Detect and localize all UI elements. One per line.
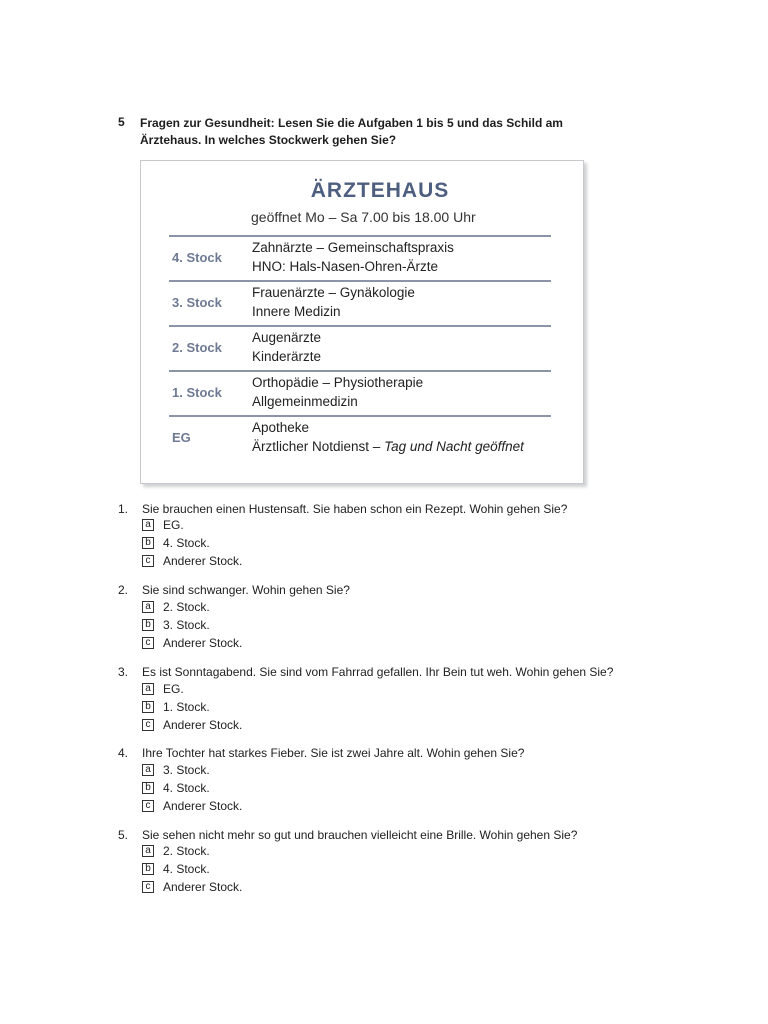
floor-label: 1. Stock <box>172 385 222 400</box>
floor-divider <box>169 415 551 417</box>
option-text: Anderer Stock. <box>163 799 243 813</box>
option-text: Anderer Stock. <box>163 554 243 568</box>
option-checkbox[interactable]: b <box>142 619 154 631</box>
floor-row-eg <box>169 415 551 459</box>
option-checkbox[interactable]: a <box>142 683 154 695</box>
option-b[interactable] <box>142 700 210 714</box>
option-text: 3. Stock. <box>163 618 210 632</box>
floor-label: 2. Stock <box>172 340 222 355</box>
question-text: Sie sind schwanger. Wohin gehen Sie? <box>142 583 350 597</box>
floor-department: Apotheke <box>252 420 310 435</box>
option-text: 2. Stock. <box>163 600 210 614</box>
floor-department: Ärztlicher Notdienst – Tag und Nacht geöffnet <box>252 439 524 454</box>
question-text: Sie brauchen einen Hustensaft. Sie haben schon ein Rezept. Wohin gehen Sie? <box>142 502 568 516</box>
option-c[interactable] <box>142 718 242 732</box>
option-text: 4. Stock. <box>163 536 210 550</box>
option-a[interactable] <box>142 763 210 777</box>
floor-row-1 <box>169 370 551 414</box>
floor-divider <box>169 235 551 237</box>
option-checkbox[interactable]: b <box>142 701 154 713</box>
floor-department: HNO: Hals-Nasen-Ohren-Ärzte <box>252 259 439 274</box>
option-b[interactable] <box>142 781 210 795</box>
option-b[interactable] <box>142 618 210 632</box>
option-a[interactable] <box>142 600 210 614</box>
option-text: 3. Stock. <box>163 763 210 777</box>
option-checkbox[interactable]: a <box>142 519 154 531</box>
option-text: EG. <box>163 682 184 696</box>
floor-department: Kinderärzte <box>252 349 322 364</box>
task-number: 5 <box>118 115 125 129</box>
option-text: 2. Stock. <box>163 844 210 858</box>
floor-row-2 <box>169 325 551 369</box>
option-b[interactable] <box>142 862 210 876</box>
question-text: Es ist Sonntagabend. Sie sind vom Fahrrad gefallen. Ihr Bein tut weh. Wohin gehen Sie? <box>142 665 614 679</box>
option-c[interactable] <box>142 554 242 568</box>
option-checkbox[interactable]: a <box>142 601 154 613</box>
question-number: 3. <box>118 665 129 679</box>
floor-divider <box>169 280 551 282</box>
question-text: Sie sehen nicht mehr so gut und brauchen vielleicht eine Brille. Wohin gehen Sie? <box>142 828 578 842</box>
option-a[interactable] <box>142 518 184 532</box>
question-number: 5. <box>118 828 129 842</box>
option-checkbox[interactable]: c <box>142 881 154 893</box>
option-b[interactable] <box>142 536 210 550</box>
sign-title: ÄRZTEHAUS <box>310 179 450 202</box>
floor-row-3 <box>169 280 551 324</box>
question-number: 2. <box>118 583 129 597</box>
floor-department: Augenärzte <box>252 330 322 345</box>
option-checkbox[interactable]: c <box>142 719 154 731</box>
task-instruction: Fragen zur Gesundheit: Lesen Sie die Aufgaben 1 bis 5 und das Schild am Ärztehaus. In welches Stockwerk gehen Sie? <box>140 116 563 147</box>
aerztehaus-sign <box>140 160 584 484</box>
option-text: EG. <box>163 518 184 532</box>
question-number: 1. <box>118 502 129 516</box>
floor-department: Allgemeinmedizin <box>252 394 358 409</box>
question-number: 4. <box>118 746 129 760</box>
option-text: 4. Stock. <box>163 781 210 795</box>
sign-opening-hours: geöffnet Mo – Sa 7.00 bis 18.00 Uhr <box>251 209 476 225</box>
floor-label: EG <box>172 430 191 445</box>
option-checkbox[interactable]: b <box>142 782 154 794</box>
option-a[interactable] <box>142 844 210 858</box>
option-text: 1. Stock. <box>163 700 210 714</box>
option-text: Anderer Stock. <box>163 880 243 894</box>
option-text: Anderer Stock. <box>163 718 243 732</box>
option-checkbox[interactable]: b <box>142 537 154 549</box>
floor-divider <box>169 370 551 372</box>
option-checkbox[interactable]: c <box>142 800 154 812</box>
option-checkbox[interactable]: b <box>142 863 154 875</box>
option-a[interactable] <box>142 682 184 696</box>
option-text: Anderer Stock. <box>163 636 243 650</box>
option-c[interactable] <box>142 880 242 894</box>
question-text: Ihre Tochter hat starkes Fieber. Sie ist zwei Jahre alt. Wohin gehen Sie? <box>142 746 525 760</box>
option-c[interactable] <box>142 799 242 813</box>
option-checkbox[interactable]: a <box>142 764 154 776</box>
option-checkbox[interactable]: c <box>142 637 154 649</box>
floor-label: 3. Stock <box>172 295 222 310</box>
floor-department: Frauenärzte – Gynäkologie <box>252 285 415 300</box>
floor-row-4 <box>169 235 551 279</box>
option-checkbox[interactable]: c <box>142 555 154 567</box>
floor-label: 4. Stock <box>172 250 222 265</box>
option-c[interactable] <box>142 636 242 650</box>
floor-department: Orthopädie – Physiotherapie <box>252 375 424 390</box>
option-checkbox[interactable]: a <box>142 845 154 857</box>
floor-department: Zahnärzte – Gemeinschaftspraxis <box>252 240 454 255</box>
option-text: 4. Stock. <box>163 862 210 876</box>
floor-department: Innere Medizin <box>252 304 341 319</box>
floor-divider <box>169 325 551 327</box>
